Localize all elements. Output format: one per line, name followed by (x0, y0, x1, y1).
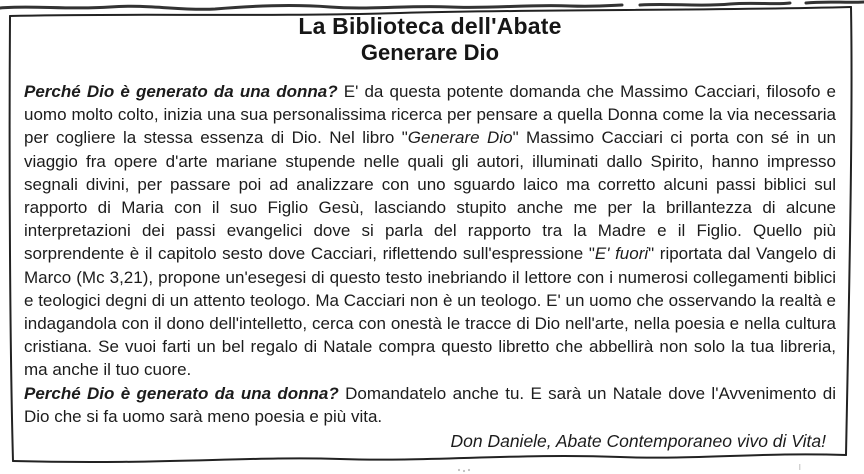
lead-question-1: Perché Dio è generato da una donna? (24, 82, 338, 101)
gospel-quote: E' fuori (594, 244, 649, 264)
lead-question-2: Perché Dio è generato da una donna? (24, 383, 339, 403)
document-content (24, 12, 836, 452)
signature-line: Don Daniele, Abate Contemporaneo vivo di Vita! (450, 431, 826, 452)
paragraph2-text: Domandatelo anche tu. E sarà un Natale dove l'Avvenimento di Dio che si fa uomo sarà meno poesia e più vita. (24, 383, 836, 426)
paragraph1-text-a: E' da questa potente domanda che Massimo Cacciari, filosofo e uomo molto colto, inizia una sua personalissima ricerca per pensare a quella Donna come la via necessaria per cogliere la stessa essenza di Dio. Nel libro " (24, 82, 836, 148)
page-subtitle: Generare Dio (360, 40, 500, 65)
paragraph1-text-c: " riportata dal Vangelo di Marco (Mc 3,21), propone un'esegesi di questo testo inebriando il lettore con i numerosi collegamenti biblici e teologici degni di un attento teologo. Ma Cacciari non è un teologo. E' un uomo che osservando la realtà e indagandola con il dono dell'intelletto, cerca con onestà le tracce di Dio nell'arte, nella poesia e nella cultura cristiana. Se vuoi farti un bel regalo di Natale compra questo libretto che abbellirà non solo la tua libreria, ma anche il tuo cuore. (24, 244, 836, 380)
book-title: Generare Dio (407, 128, 513, 148)
review-paragraph-1 (24, 80, 836, 382)
scan-smudges (458, 464, 801, 472)
paragraph1-text-b: " Massimo Cacciari ci porta con sé in un viaggio fra opere d'arte mariane stupende nelle quali gli autori, illuminati dallo Spirito, hanno impresso segnali divini, per passare poi ad analizzare con uno sguardo laico ma corretto alcuni passi biblici sul rapporto di Maria con il suo Figlio Gesù, lasciando stupito anche me per la brillantezza di alcune interpretazioni dei passi evangelici dove si parla del rapporto tra la Madre e il Figlio. Quello più sorprendente è il capitolo sesto dove Cacciari, riflettendo sull'espressione " (24, 128, 836, 264)
review-paragraph-2 (24, 382, 836, 428)
page-edge-artifact (0, 2, 864, 9)
page-title: La Biblioteca dell'Abate (298, 13, 562, 39)
